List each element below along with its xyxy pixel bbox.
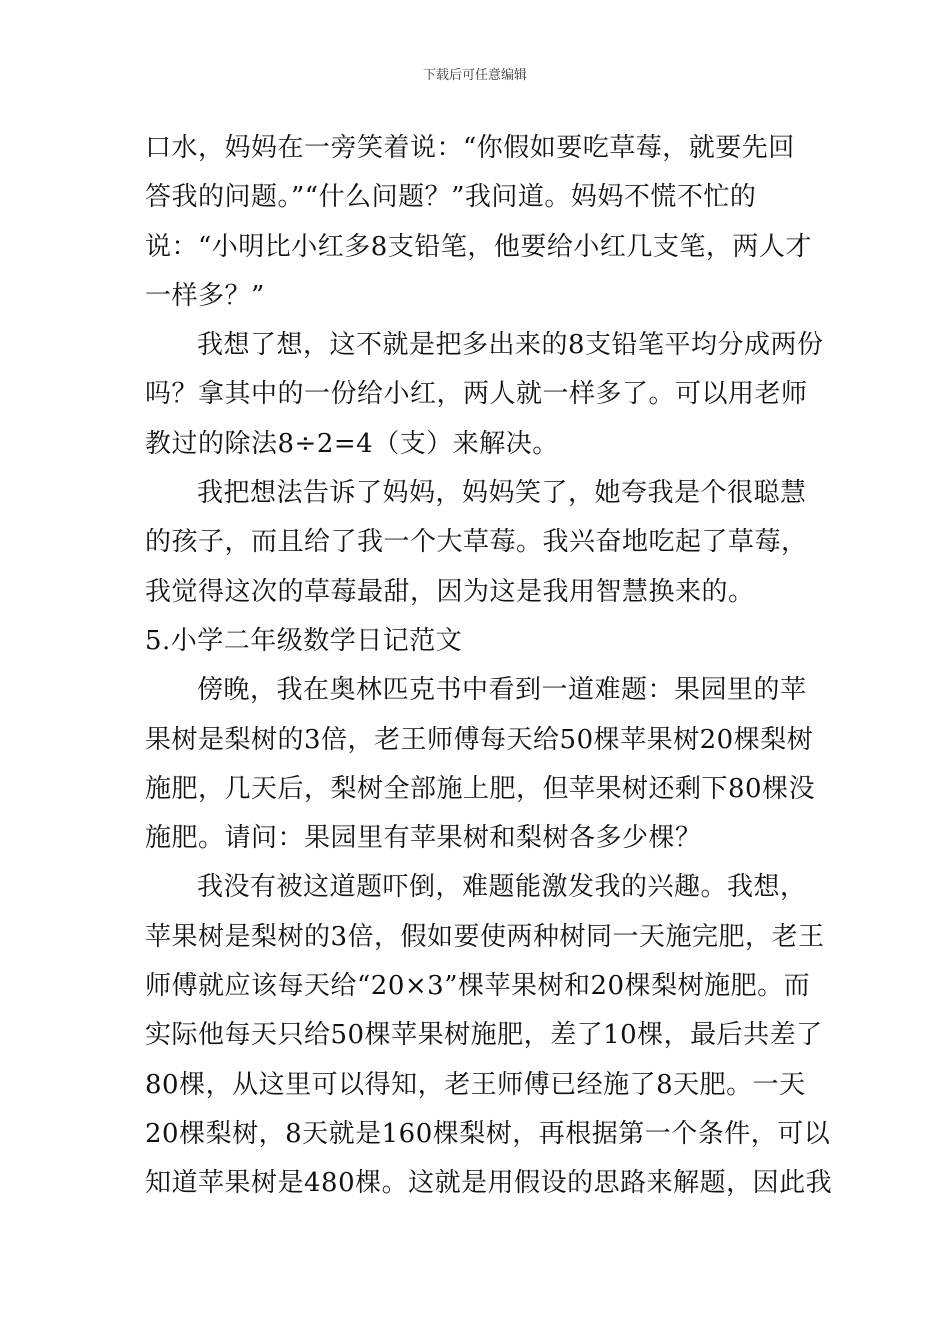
text-line: 我没有被这道题吓倒，难题能激发我的兴趣。我想， (197, 872, 807, 903)
text-line: 口水，妈妈在一旁笑着说：“你假如要吃草莓，就要先回 (145, 133, 795, 163)
text-line: 我把想法告诉了妈妈，妈妈笑了，她夸我是个很聪慧 (197, 478, 807, 509)
text-line: 实际他每天只给50棵苹果树施肥，差了10棵，最后共差了 (145, 1020, 823, 1051)
page-header: 下载后可任意编辑 (422, 68, 527, 83)
text-line: 苹果树是梨树的3倍，假如要使两种树同一天施完肥，老王 (145, 921, 825, 952)
text-line: 果树是梨树的3倍，老王师傅每天给50棵苹果树20棵梨树 (145, 724, 814, 755)
section-heading: 5.小学二年级数学日记范文 (145, 625, 463, 656)
text-line: 80棵，从这里可以得知，老王师傅已经施了8天肥。一天 (145, 1069, 806, 1100)
text-line: 吗？拿其中的一份给小红，两人就一样多了。可以用老师 (145, 379, 808, 410)
text-line: 施肥，几天后，梨树全部施上肥，但苹果树还剩下80棵没 (145, 773, 816, 804)
text-line: 我想了想，这不就是把多出来的8支铅笔平均分成两份 (197, 330, 824, 361)
text-line: 教过的除法8÷2=4（支）来解决。 (145, 428, 559, 459)
text-line: 一样多？” (145, 280, 265, 311)
document-body (145, 124, 833, 1209)
text-line: 知道苹果树是480棵。这就是用假设的思路来解题，因此我 (145, 1168, 833, 1199)
text-line: 答我的问题。”“什么问题？”我问道。妈妈不慌不忙的 (145, 182, 757, 213)
text-line: 傍晚，我在奥林匹克书中看到一道难题：果园里的苹 (197, 675, 807, 706)
text-line: 我觉得这次的草莓最甜，因为这是我用智慧换来的。 (145, 576, 755, 607)
text-line: 20棵梨树，8天就是160棵梨树，再根据第一个条件，可以 (145, 1118, 831, 1149)
text-line: 施肥。请问：果园里有苹果树和梨树各多少棵？ (145, 823, 702, 854)
text-line: 师傅就应该每天给“20×3”棵苹果树和20棵梨树施肥。而 (145, 971, 811, 1002)
text-line: 的孩子，而且给了我一个大草莓。我兴奋地吃起了草莓， (145, 527, 808, 558)
text-line: 说：“小明比小红多8支铅笔，他要给小红几支笔，两人才 (145, 231, 812, 262)
